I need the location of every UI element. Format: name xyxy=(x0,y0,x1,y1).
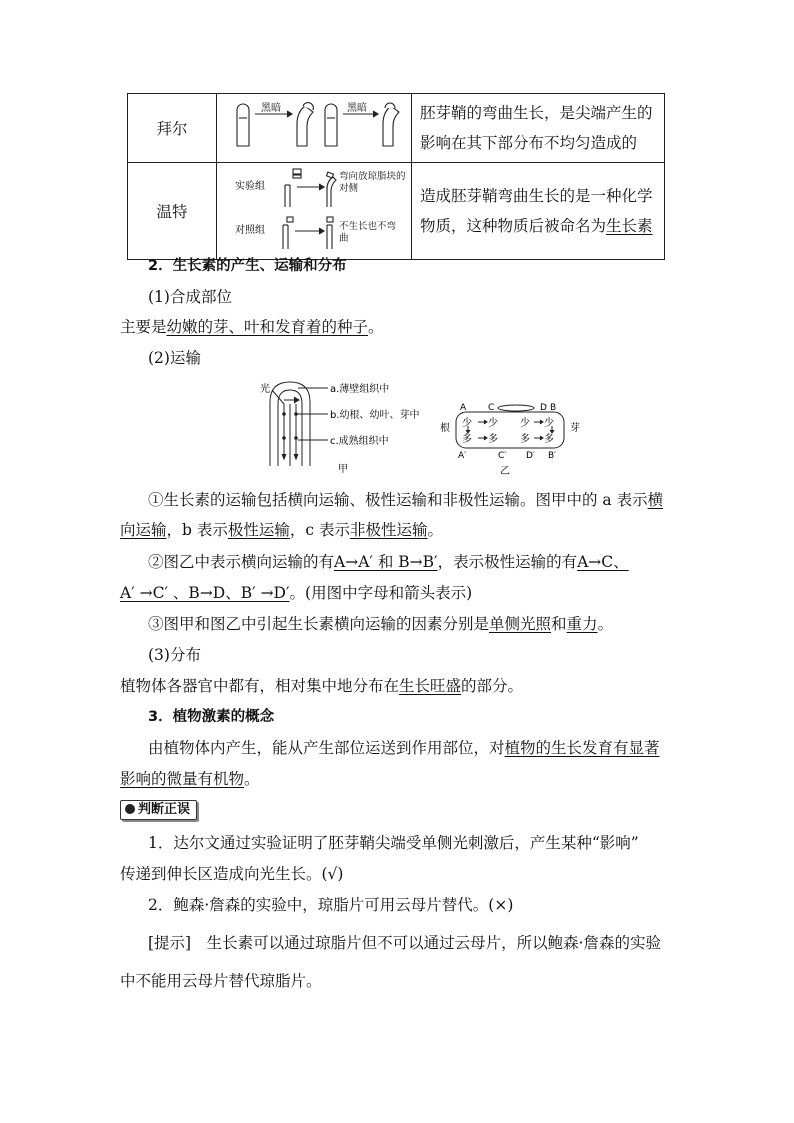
experiment-table xyxy=(127,93,665,260)
exp-result-label: 弯向放琼脂块的对侧 xyxy=(339,171,406,194)
letter-c-prime: C′ xyxy=(498,451,507,461)
answer-underline: 极性运输 xyxy=(227,521,290,539)
judge-badge xyxy=(120,800,197,820)
row1-text: 少 xyxy=(520,418,530,429)
label-a: a.薄壁组织中 xyxy=(330,384,390,395)
row1-text: 少 xyxy=(544,418,554,429)
subheading: (3)分布 xyxy=(148,646,201,664)
text: 由植物体内产生，能从产生部位运送到作用部位，对 xyxy=(148,739,505,757)
text: ①生长素的运输包括横向运输、极性运输和非极性运输。图甲中的 a 表示 xyxy=(148,491,648,509)
text: 的部分。 xyxy=(461,677,524,695)
answer-underline: 生长旺盛 xyxy=(399,677,462,695)
figure-caption: 甲 xyxy=(338,464,348,475)
root-label: 根 xyxy=(440,423,450,434)
answer-underline: 植物的生长发育有显著 xyxy=(504,739,660,757)
exp-group-label: 实验组 xyxy=(235,181,265,192)
answer-underline: 横 xyxy=(647,491,664,509)
ctrl-result-label: 不生长也不弯曲 xyxy=(339,221,397,244)
question-1: 1．达尔文通过实验证明了胚芽鞘尖端受单侧光刺激后，产生某种“影响” xyxy=(148,834,639,852)
text: 。 xyxy=(427,521,444,539)
bayer-figure xyxy=(217,94,411,158)
text: 植物体各器官中都有，相对集中地分布在 xyxy=(120,677,400,695)
text: 。 xyxy=(368,318,384,336)
answer-underline: 影响的微量有机物 xyxy=(120,770,245,788)
experiment-figure-bayer xyxy=(217,94,412,163)
text: ，b 表示 xyxy=(166,521,228,539)
text: 和 xyxy=(551,615,567,633)
experiment-figure-went xyxy=(217,163,412,260)
letter-b: B xyxy=(550,403,557,413)
text: ，表示极性运输的有 xyxy=(437,553,578,571)
light-label: 光 xyxy=(260,384,270,395)
went-description xyxy=(412,163,665,260)
answer-underline: A→C、 xyxy=(577,553,629,571)
scientist-name: 拜尔 xyxy=(128,94,217,163)
table-row xyxy=(128,163,665,260)
paragraph xyxy=(148,613,613,635)
label-b: b.幼根、幼叶、芽中 xyxy=(330,410,420,421)
text: ②图乙中表示横向运输的有 xyxy=(148,553,335,571)
figure-caption: 乙 xyxy=(500,466,510,476)
dark-label: 黑暗 xyxy=(261,103,281,114)
subheading: (1)合成部位 xyxy=(148,288,232,306)
paragraph xyxy=(148,489,663,511)
answer-underline: 生长素 xyxy=(606,217,653,235)
answer-underline: A→A′ 和 B→B′ xyxy=(334,553,438,571)
paragraph xyxy=(148,737,660,759)
section-heading: 2．生长素的产生、运输和分布 xyxy=(148,258,347,274)
letter-d-prime: D′ xyxy=(526,451,535,461)
answer-underline: 幼嫩的芽、叶和发育着的种子 xyxy=(166,318,369,336)
badge-dot-icon xyxy=(125,804,135,814)
answer-underline: 非极性运输 xyxy=(350,521,428,539)
text: 。 xyxy=(597,615,614,633)
paragraph xyxy=(120,675,523,697)
text: 。(用图中字母和箭头表示) xyxy=(289,584,473,602)
ctrl-group-label: 对照组 xyxy=(235,225,265,236)
subheading: (2)运输 xyxy=(148,349,201,367)
badge-label: 判断正误 xyxy=(138,802,191,817)
letter-a: A xyxy=(460,403,467,413)
answer-underline: 向运输 xyxy=(120,521,167,539)
text: ③图甲和图乙中引起生长素横向运输的因素分别是 xyxy=(148,615,490,633)
paragraph xyxy=(148,551,629,573)
question-2: 2．鲍森·詹森的实验中，琼脂片可用云母片替代。(×) xyxy=(148,896,514,914)
letter-b-prime: B′ xyxy=(548,451,557,461)
bud-label: 芽 xyxy=(570,423,580,434)
text: ，c 表示 xyxy=(289,521,350,539)
letter-c: C xyxy=(488,403,495,413)
section-heading: 3．植物激素的概念 xyxy=(148,709,275,725)
question-1-cont: 传递到伸长区造成向光生长。(√) xyxy=(120,865,344,883)
went-description-text: 造成胚芽鞘弯曲生长的是一种化学物质，这种物质后被命名为 xyxy=(420,187,653,235)
row2-text: 多 xyxy=(544,434,554,445)
row2-text: 多 xyxy=(462,434,472,445)
row2-text: 多 xyxy=(520,434,530,445)
text: 主要是 xyxy=(120,318,167,336)
answer-underline: A′ →C′ 、B→D、B′ →D′ xyxy=(120,584,290,602)
letter-d: D xyxy=(540,403,547,413)
paragraph xyxy=(120,316,384,338)
answer-underline: 重力 xyxy=(566,615,598,633)
answer-underline: 单侧光照 xyxy=(489,615,552,633)
row1-text: 少 xyxy=(488,418,498,429)
letter-a-prime: A′ xyxy=(458,451,467,461)
went-figure xyxy=(217,163,411,255)
scientist-name: 温特 xyxy=(128,163,217,260)
hint-cont: 中不能用云母片替代琼脂片。 xyxy=(120,972,322,990)
label-c: c.成熟组织中 xyxy=(330,436,389,447)
figure-jia xyxy=(254,378,424,476)
hint: [提示] 生长素可以通过琼脂片但不可以通过云母片，所以鲍森·詹森的实验 xyxy=(148,934,662,952)
dark-label: 黑暗 xyxy=(347,103,367,114)
row1-text: 少 xyxy=(462,418,472,429)
row2-text: 多 xyxy=(488,434,498,445)
paragraph xyxy=(120,582,472,604)
paragraph xyxy=(120,519,443,541)
figure-yi xyxy=(436,398,586,476)
text: 。 xyxy=(244,770,260,788)
table-row xyxy=(128,94,665,163)
paragraph xyxy=(120,768,260,790)
bayer-description: 胚芽鞘的弯曲生长，是尖端产生的影响在其下部分布不均匀造成的 xyxy=(412,94,665,163)
